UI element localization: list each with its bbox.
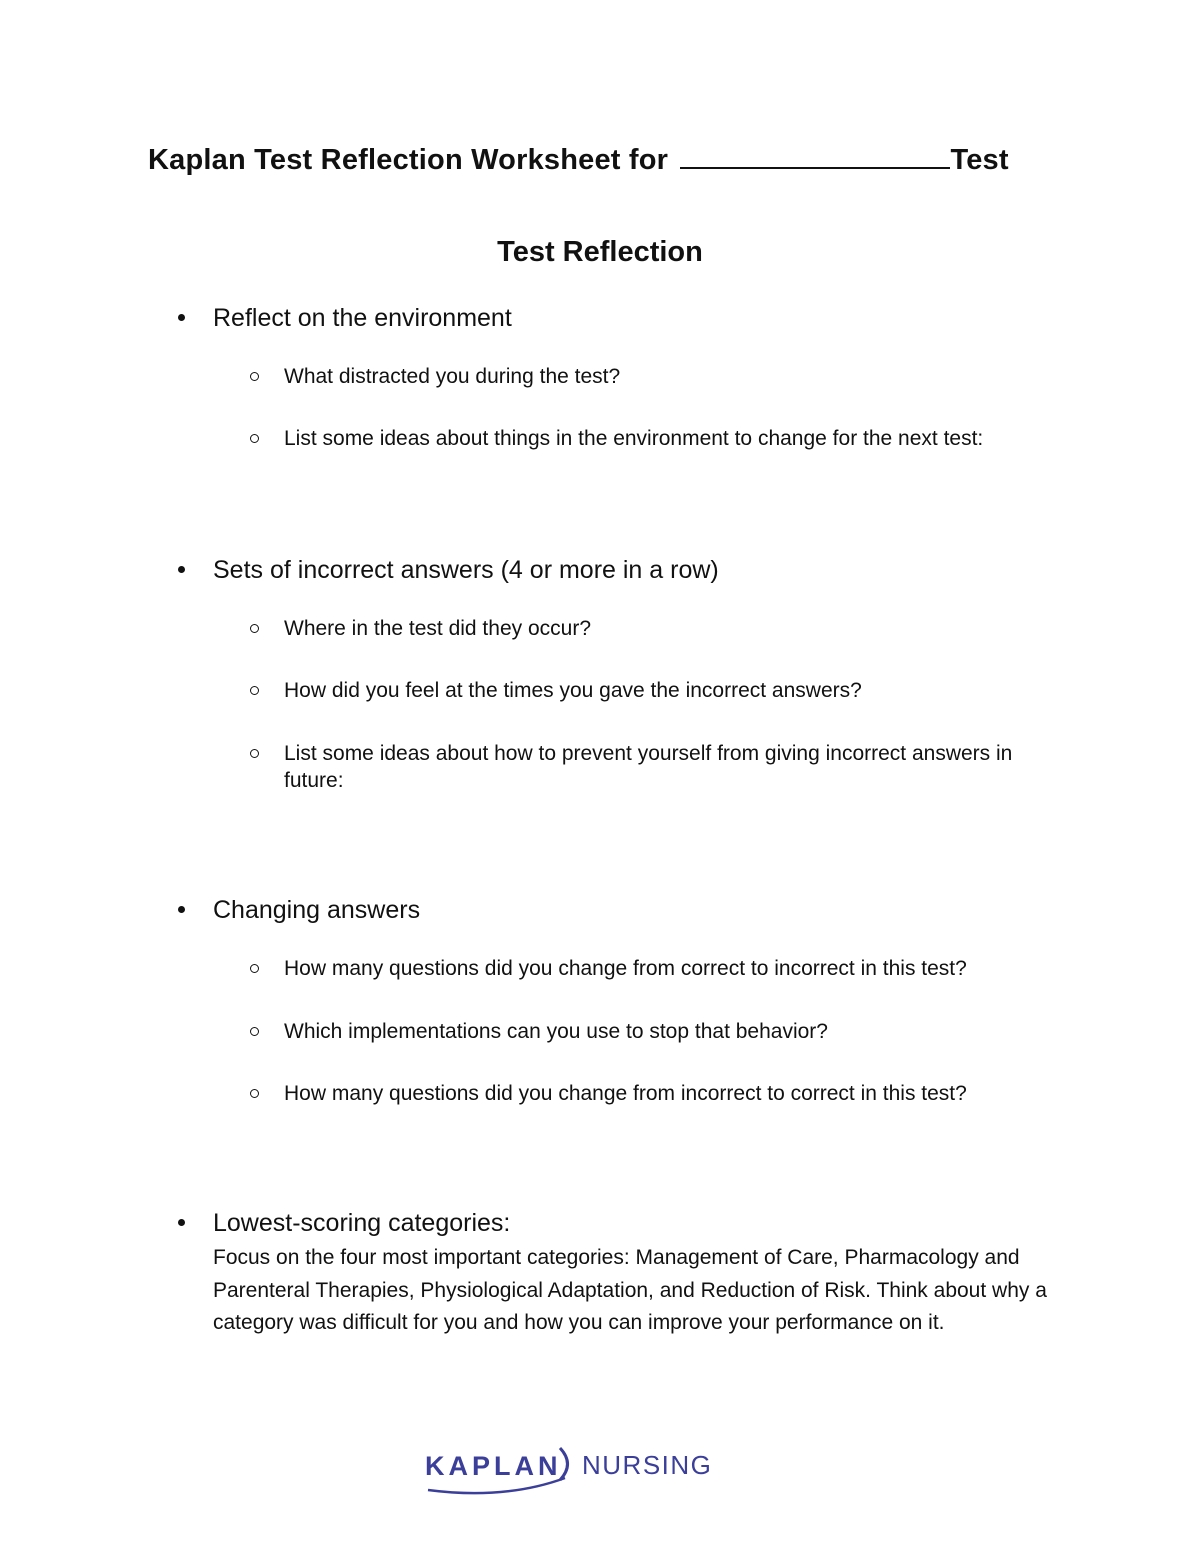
question-item: Where in the test did they occur?	[284, 615, 1084, 642]
section-environment	[213, 302, 1093, 334]
circle-bullet-icon	[250, 434, 259, 443]
section-lowest-categories	[213, 1207, 1093, 1340]
title-suffix: Test	[950, 144, 1009, 176]
bullet-icon	[178, 906, 185, 913]
page-title	[148, 141, 1058, 177]
section-incorrect-answers	[213, 554, 1093, 586]
circle-bullet-icon	[250, 749, 259, 758]
question-item: How many questions did you change from incorrect to correct in this test?	[284, 1080, 1084, 1107]
section-heading: Changing answers	[213, 894, 1093, 926]
question-item: Which implementations can you use to stop that behavior?	[284, 1018, 1084, 1045]
bullet-icon	[178, 566, 185, 573]
logo-brand-text: KAPLAN	[425, 1451, 562, 1481]
logo-sub-text: NURSING	[582, 1450, 713, 1480]
bullet-icon	[178, 1219, 185, 1226]
question-item: List some ideas about things in the environment to change for the next test:	[284, 425, 1084, 452]
circle-bullet-icon	[250, 1027, 259, 1036]
circle-bullet-icon	[250, 686, 259, 695]
section-heading: Sets of incorrect answers (4 or more in a row)	[213, 554, 1093, 586]
section-heading: Reflect on the environment	[213, 302, 1093, 334]
question-item: What distracted you during the test?	[284, 363, 1084, 390]
page-subtitle: Test Reflection	[497, 236, 703, 268]
title-prefix: Kaplan Test Reflection Worksheet for	[148, 144, 669, 176]
title-blank-line	[680, 141, 950, 169]
kaplan-logo-icon	[425, 1442, 715, 1497]
circle-bullet-icon	[250, 1089, 259, 1098]
section-body-text: Focus on the four most important categories: Management of Care, Pharmacology and Parenteral Therapies, Physiological Adaptation, and Reduction of Risk. Think about why a category was difficult for you and how you can improve your performance on it.	[213, 1246, 1047, 1334]
bullet-icon	[178, 314, 185, 321]
question-item: How did you feel at the times you gave the incorrect answers?	[284, 677, 1084, 704]
question-item: List some ideas about how to prevent yourself from giving incorrect answers in future:	[284, 740, 1074, 794]
kaplan-nursing-logo	[425, 1442, 715, 1497]
circle-bullet-icon	[250, 624, 259, 633]
section-changing-answers	[213, 894, 1093, 926]
circle-bullet-icon	[250, 964, 259, 973]
question-item: How many questions did you change from correct to incorrect in this test?	[284, 955, 1084, 982]
section-heading: Lowest-scoring categories:	[213, 1207, 1093, 1239]
circle-bullet-icon	[250, 372, 259, 381]
